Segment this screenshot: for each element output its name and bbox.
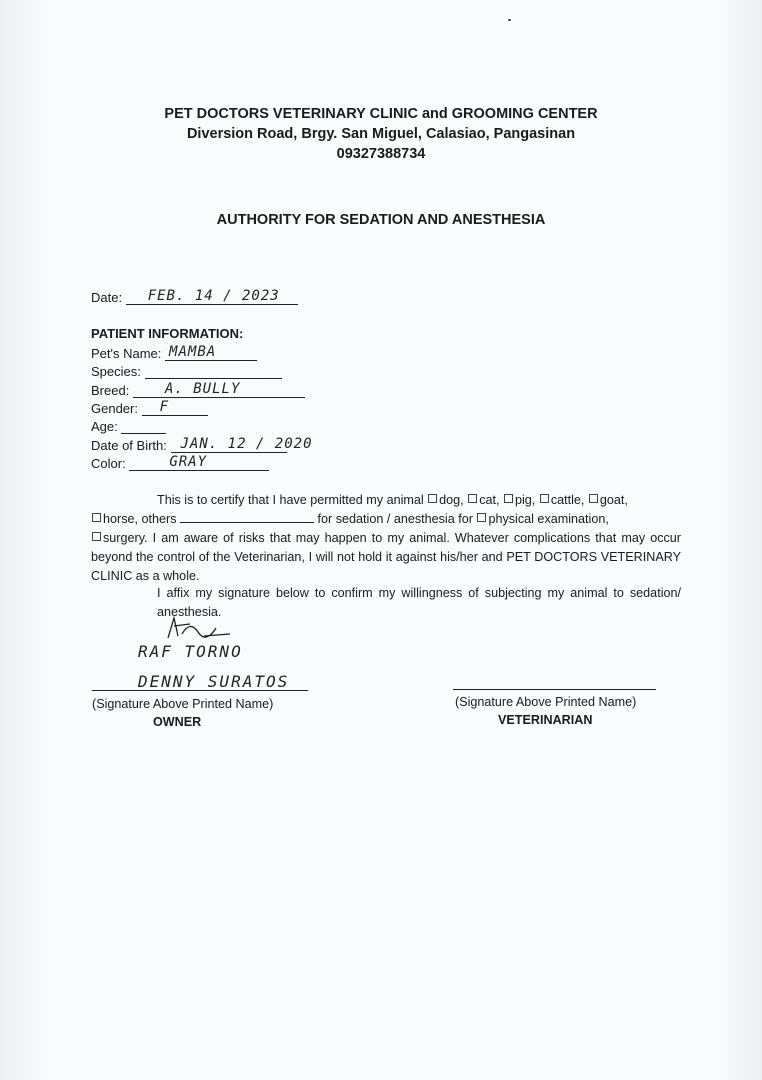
dob-field — [91, 436, 313, 453]
owner-caption: (Signature Above Printed Name) — [92, 697, 274, 711]
signature-statement-text: I affix my signature below to confirm my willingness of subjecting my animal to sedation/ anesthesia. — [157, 586, 681, 619]
gender-value: F — [159, 399, 170, 415]
gender-line[interactable] — [142, 400, 208, 416]
option-goat: goat, — [599, 493, 628, 507]
dob-value: JAN. 12 / 2020 — [180, 436, 313, 452]
color-line[interactable] — [129, 455, 269, 471]
clinic-name: PET DOCTORS VETERINARY CLINIC and GROOMING CENTER — [164, 106, 598, 122]
color-label: Color: — [91, 456, 126, 471]
checkbox-cattle[interactable] — [540, 494, 549, 503]
ink-speck — [508, 19, 511, 21]
pet-name-label: Pet's Name: — [91, 346, 162, 361]
gender-field — [91, 400, 208, 416]
clinic-address: Diversion Road, Brgy. San Miguel, Calasiao, Pangasinan — [186, 126, 576, 142]
checkbox-dog[interactable] — [428, 494, 437, 503]
owner-signature-line[interactable] — [92, 690, 308, 691]
color-field — [91, 455, 269, 471]
owner-name-line1: RAF TORNO — [138, 642, 243, 661]
option-physical-exam: physical examination, — [488, 512, 609, 526]
owner-signature-scribble — [160, 614, 240, 644]
checkbox-pig[interactable] — [504, 494, 513, 503]
owner-role: OWNER — [153, 715, 202, 729]
clinic-phone: 09327388734 — [336, 146, 426, 162]
date-line[interactable] — [126, 289, 298, 305]
color-value: GRAY — [169, 454, 208, 470]
dob-line[interactable] — [171, 436, 313, 453]
species-line[interactable] — [145, 363, 282, 379]
vet-role: VETERINARIAN — [498, 713, 593, 727]
option-dog: dog, — [439, 493, 464, 507]
vet-caption: (Signature Above Printed Name) — [455, 695, 637, 709]
dob-label: Date of Birth: — [91, 438, 167, 453]
breed-field — [91, 382, 305, 398]
checkbox-physical-exam[interactable] — [477, 513, 486, 522]
option-horse-others: horse, others — [103, 512, 177, 526]
owner-name-line2: DENNY SURATOS — [138, 672, 290, 691]
checkbox-cat[interactable] — [468, 494, 477, 503]
clinic-header — [0, 104, 762, 164]
document-title: AUTHORITY FOR SEDATION AND ANESTHESIA — [216, 212, 546, 228]
breed-value: A. BULLY — [164, 381, 241, 397]
age-field — [91, 418, 166, 434]
checkbox-goat[interactable] — [589, 494, 598, 503]
consent-intro: This is to certify that I have permitted my animal — [157, 493, 424, 507]
pet-name-line[interactable] — [165, 345, 257, 361]
consent-paragraph — [91, 491, 681, 586]
vet-signature-line[interactable] — [453, 689, 656, 690]
consent-for-text: for sedation / anesthesia for — [317, 512, 473, 526]
date-label: Date: — [91, 290, 123, 305]
option-surgery-text: surgery. I am aware of risks that may happen to my animal. Whatever complications that may occur beyond the control of the Veterinarian, I will not hold it against his/her and PET DOCTORS VETERINARY CLINIC as a whole. — [91, 531, 681, 583]
species-label: Species: — [91, 364, 141, 379]
option-pig: pig, — [515, 493, 536, 507]
gender-label: Gender: — [91, 401, 138, 416]
patient-info-title: PATIENT INFORMATION: — [91, 326, 244, 341]
age-line[interactable] — [121, 418, 166, 434]
breed-label: Breed: — [91, 383, 130, 398]
option-cat: cat, — [479, 493, 500, 507]
pet-name-field — [91, 345, 257, 361]
checkbox-surgery[interactable] — [92, 532, 101, 541]
date-value: FEB. 14 / 2023 — [147, 288, 280, 304]
date-field — [91, 289, 298, 305]
others-blank-line[interactable] — [180, 510, 314, 523]
option-cattle: cattle, — [550, 493, 585, 507]
pet-name-value: MAMBA — [169, 344, 217, 360]
checkbox-horse[interactable] — [92, 513, 101, 522]
age-label: Age: — [91, 419, 118, 434]
breed-line[interactable] — [133, 382, 305, 398]
species-field — [91, 363, 282, 379]
